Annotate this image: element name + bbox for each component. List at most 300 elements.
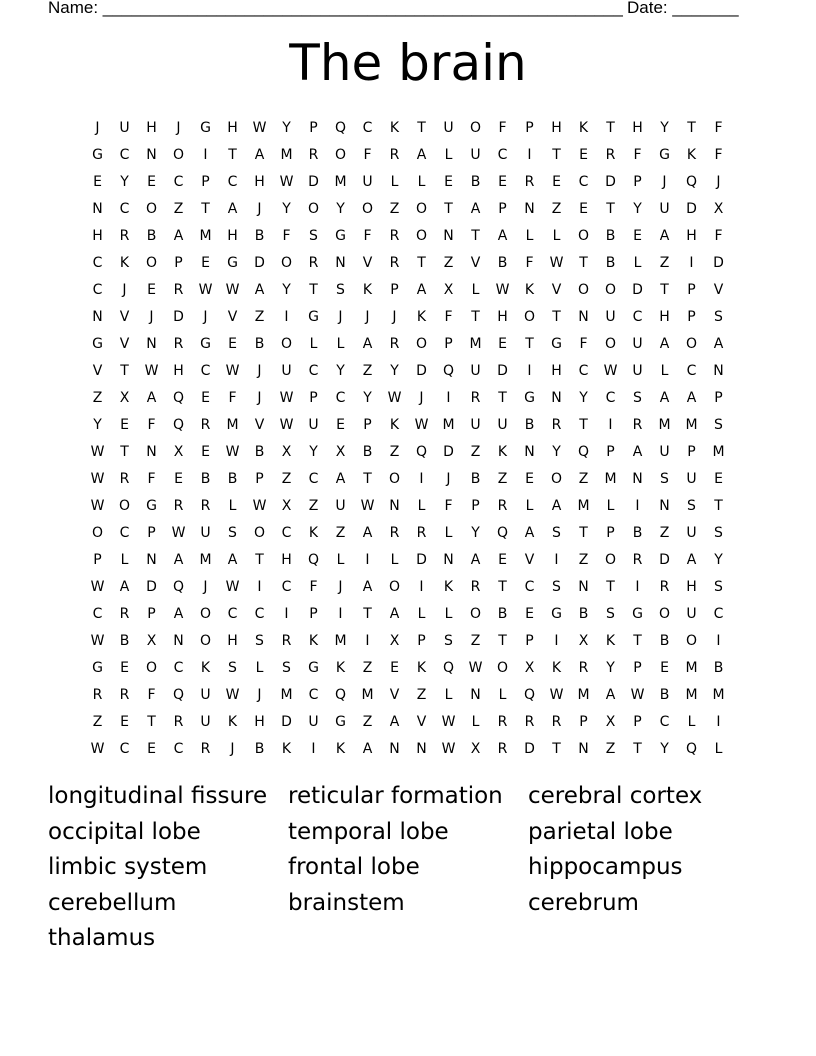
grid-letter: D: [605, 173, 616, 190]
grid-row: [84, 330, 732, 357]
grid-letter: A: [362, 524, 373, 541]
grid-letter: C: [200, 362, 211, 379]
grid-letter: H: [146, 119, 157, 136]
word-bank-item: cerebral cortex: [528, 783, 703, 809]
grid-letter: D: [497, 362, 508, 379]
grid-letter: M: [685, 416, 698, 433]
grid-letter: F: [309, 578, 318, 595]
grid-letter: N: [632, 470, 643, 487]
grid-letter: E: [633, 227, 642, 244]
grid-letter: U: [200, 713, 211, 730]
grid-letter: C: [92, 254, 103, 271]
grid-row: [84, 303, 732, 330]
grid-letter: M: [280, 146, 293, 163]
grid-letter: L: [390, 551, 399, 568]
grid-letter: P: [93, 551, 102, 568]
grid-letter: E: [714, 470, 723, 487]
grid-letter: Z: [605, 740, 616, 757]
grid-letter: T: [228, 146, 237, 163]
word-bank-item: cerebellum: [48, 889, 177, 916]
grid-letter: Q: [496, 524, 509, 541]
grid-letter: N: [578, 578, 589, 595]
grid-letter: G: [632, 605, 643, 622]
grid-letter: A: [551, 497, 562, 514]
grid-letter: U: [200, 686, 211, 703]
grid-letter: O: [118, 497, 131, 514]
grid-row: [84, 168, 732, 195]
grid-letter: A: [416, 281, 427, 298]
grid-letter: S: [228, 659, 237, 676]
grid-letter: T: [687, 119, 696, 136]
grid-letter: B: [713, 659, 724, 676]
grid-letter: G: [335, 713, 346, 730]
grid-letter: P: [498, 200, 507, 217]
grid-letter: J: [149, 308, 154, 325]
grid-letter: L: [498, 686, 507, 703]
grid-letter: P: [147, 605, 156, 622]
word-bank-item: cerebrum: [528, 889, 639, 916]
grid-letter: A: [686, 551, 697, 568]
grid-letter: U: [686, 470, 697, 487]
grid-letter: E: [147, 173, 156, 190]
grid-letter: S: [714, 524, 723, 541]
grid-letter: K: [227, 713, 238, 730]
grid-row: [84, 681, 732, 708]
grid-letter: T: [714, 497, 723, 514]
grid-letter: J: [338, 308, 343, 325]
grid-letter: A: [362, 578, 373, 595]
grid-letter: E: [147, 281, 156, 298]
grid-letter: W: [144, 362, 159, 379]
grid-letter: U: [281, 362, 292, 379]
grid-letter: S: [255, 632, 264, 649]
grid-letter: C: [173, 173, 184, 190]
grid-row: [84, 573, 732, 600]
grid-letter: O: [199, 605, 212, 622]
grid-letter: J: [122, 281, 127, 298]
grid-letter: V: [362, 254, 373, 271]
grid-letter: I: [365, 632, 370, 649]
grid-letter: C: [119, 740, 130, 757]
grid-letter: K: [524, 281, 535, 298]
grid-row: [84, 114, 732, 141]
grid-letter: E: [552, 173, 561, 190]
grid-letter: E: [498, 551, 507, 568]
grid-letter: Q: [172, 389, 185, 406]
grid-letter: C: [686, 362, 697, 379]
grid-letter: P: [471, 497, 480, 514]
grid-letter: E: [228, 335, 237, 352]
grid-letter: O: [334, 146, 347, 163]
grid-letter: A: [713, 335, 724, 352]
grid-letter: N: [443, 551, 454, 568]
grid-letter: D: [659, 551, 670, 568]
grid-letter: W: [90, 578, 105, 595]
grid-letter: C: [605, 389, 616, 406]
grid-letter: L: [228, 497, 237, 514]
grid-letter: A: [659, 227, 670, 244]
grid-letter: Q: [172, 686, 185, 703]
grid-letter: J: [257, 389, 262, 406]
grid-letter: V: [389, 686, 400, 703]
grid-row: [84, 600, 732, 627]
grid-letter: C: [632, 308, 643, 325]
grid-letter: I: [284, 308, 289, 325]
grid-letter: R: [200, 740, 211, 757]
grid-letter: Q: [172, 416, 185, 433]
grid-letter: C: [578, 173, 589, 190]
grid-letter: I: [554, 551, 559, 568]
grid-letter: M: [442, 416, 455, 433]
grid-letter: I: [716, 632, 721, 649]
grid-letter: S: [444, 632, 453, 649]
grid-letter: P: [633, 173, 642, 190]
grid-letter: R: [605, 146, 616, 163]
word-bank-item: occipital lobe: [48, 818, 201, 845]
grid-letter: T: [417, 254, 426, 271]
grid-letter: P: [201, 173, 210, 190]
grid-letter: C: [578, 362, 589, 379]
grid-letter: X: [335, 443, 346, 460]
grid-letter: N: [551, 389, 562, 406]
grid-letter: G: [524, 389, 535, 406]
grid-letter: U: [308, 416, 319, 433]
grid-row: [84, 222, 732, 249]
grid-letter: A: [254, 281, 265, 298]
grid-letter: Z: [443, 254, 454, 271]
grid-row: [84, 627, 732, 654]
grid-letter: Y: [660, 740, 669, 757]
grid-letter: G: [200, 119, 211, 136]
grid-letter: J: [95, 119, 100, 136]
grid-letter: C: [92, 281, 103, 298]
word-bank-item: temporal lobe: [288, 818, 449, 845]
grid-letter: Q: [442, 362, 455, 379]
grid-letter: A: [389, 605, 400, 622]
grid-letter: W: [225, 281, 240, 298]
grid-letter: Z: [92, 389, 103, 406]
grid-letter: M: [577, 686, 590, 703]
grid-letter: T: [498, 389, 507, 406]
grid-letter: V: [551, 281, 562, 298]
grid-letter: D: [146, 578, 157, 595]
grid-letter: T: [363, 605, 372, 622]
grid-row: [84, 195, 732, 222]
grid-letter: T: [552, 740, 561, 757]
grid-letter: D: [443, 443, 454, 460]
grid-letter: F: [714, 146, 723, 163]
grid-row: [84, 411, 732, 438]
grid-letter: R: [389, 335, 400, 352]
grid-letter: B: [470, 173, 481, 190]
grid-letter: P: [525, 632, 534, 649]
grid-letter: A: [659, 389, 670, 406]
grid-letter: O: [685, 632, 698, 649]
grid-letter: Y: [336, 362, 345, 379]
grid-letter: I: [527, 362, 532, 379]
grid-letter: X: [281, 443, 292, 460]
grid-letter: H: [227, 227, 238, 244]
grid-letter: E: [525, 605, 534, 622]
grid-letter: I: [554, 632, 559, 649]
grid-letter: A: [416, 146, 427, 163]
grid-letter: R: [551, 713, 562, 730]
grid-letter: G: [200, 335, 211, 352]
grid-letter: J: [365, 308, 370, 325]
grid-row: [84, 546, 732, 573]
grid-letter: R: [281, 632, 292, 649]
grid-letter: J: [446, 470, 451, 487]
grid-letter: P: [633, 713, 642, 730]
grid-letter: G: [308, 659, 319, 676]
grid-letter: A: [335, 470, 346, 487]
grid-letter: M: [712, 686, 725, 703]
grid-letter: R: [578, 659, 589, 676]
grid-letter: F: [579, 335, 588, 352]
grid-letter: K: [308, 632, 319, 649]
grid-letter: R: [308, 254, 319, 271]
grid-letter: T: [579, 416, 588, 433]
grid-letter: P: [633, 659, 642, 676]
grid-letter: Z: [92, 713, 103, 730]
grid-letter: P: [687, 281, 696, 298]
grid-letter: L: [120, 551, 129, 568]
grid-letter: P: [255, 470, 264, 487]
grid-letter: G: [92, 335, 103, 352]
grid-letter: L: [525, 497, 534, 514]
grid-letter: W: [279, 416, 294, 433]
grid-letter: C: [281, 524, 292, 541]
grid-letter: C: [659, 713, 670, 730]
grid-letter: C: [713, 605, 724, 622]
grid-letter: C: [524, 578, 535, 595]
grid-row: [84, 654, 732, 681]
grid-letter: W: [441, 740, 456, 757]
grid-letter: W: [279, 173, 294, 190]
grid-letter: C: [254, 605, 265, 622]
grid-letter: C: [119, 200, 130, 217]
grid-letter: Z: [362, 713, 373, 730]
grid-letter: W: [225, 578, 240, 595]
grid-letter: S: [714, 416, 723, 433]
word-bank-item: longitudinal fissure: [48, 783, 268, 809]
grid-letter: L: [417, 173, 426, 190]
grid-letter: Z: [173, 200, 184, 217]
grid-letter: O: [496, 659, 509, 676]
grid-letter: T: [633, 740, 642, 757]
grid-letter: D: [416, 362, 427, 379]
grid-letter: W: [225, 362, 240, 379]
grid-letter: S: [552, 524, 561, 541]
grid-letter: M: [658, 416, 671, 433]
grid-letter: R: [659, 578, 670, 595]
word-bank-item: frontal lobe: [288, 854, 420, 880]
grid-letter: A: [497, 227, 508, 244]
grid-letter: B: [254, 227, 265, 244]
grid-letter: R: [497, 497, 508, 514]
grid-letter: P: [309, 119, 318, 136]
grid-letter: M: [712, 443, 725, 460]
grid-letter: Z: [389, 443, 400, 460]
grid-letter: K: [551, 659, 562, 676]
grid-letter: L: [687, 713, 696, 730]
grid-letter: B: [497, 254, 508, 271]
grid-letter: O: [658, 605, 671, 622]
grid-row: [84, 492, 732, 519]
grid-letter: I: [716, 713, 721, 730]
grid-letter: G: [551, 605, 562, 622]
grid-letter: W: [360, 497, 375, 514]
grid-letter: C: [308, 470, 319, 487]
grid-letter: W: [387, 389, 402, 406]
grid-letter: Y: [390, 362, 399, 379]
grid-letter: R: [173, 281, 184, 298]
grid-letter: X: [605, 713, 616, 730]
grid-letter: R: [497, 740, 508, 757]
grid-letter: G: [659, 146, 670, 163]
grid-letter: E: [525, 470, 534, 487]
grid-letter: Y: [309, 443, 318, 460]
grid-letter: E: [120, 713, 129, 730]
grid-letter: C: [308, 362, 319, 379]
grid-row: [84, 465, 732, 492]
grid-letter: M: [685, 659, 698, 676]
grid-letter: T: [579, 524, 588, 541]
grid-letter: Y: [714, 551, 723, 568]
grid-letter: G: [92, 146, 103, 163]
grid-letter: A: [227, 551, 238, 568]
grid-letter: B: [254, 740, 265, 757]
grid-letter: B: [605, 254, 616, 271]
grid-letter: J: [257, 686, 262, 703]
grid-letter: T: [417, 119, 426, 136]
grid-letter: K: [281, 740, 292, 757]
grid-letter: S: [714, 578, 723, 595]
grid-letter: G: [227, 254, 238, 271]
grid-letter: P: [714, 389, 723, 406]
grid-letter: R: [389, 254, 400, 271]
grid-letter: A: [119, 578, 130, 595]
grid-letter: K: [416, 308, 427, 325]
grid-letter: X: [443, 281, 454, 298]
grid-letter: M: [361, 686, 374, 703]
grid-letter: W: [549, 686, 564, 703]
grid-letter: F: [282, 227, 291, 244]
grid-letter: V: [713, 281, 724, 298]
grid-letter: A: [227, 200, 238, 217]
grid-letter: D: [308, 173, 319, 190]
grid-letter: C: [119, 524, 130, 541]
grid-letter: L: [336, 551, 345, 568]
grid-letter: R: [119, 470, 130, 487]
grid-letter: A: [362, 740, 373, 757]
grid-letter: H: [173, 362, 184, 379]
grid-letter: Z: [578, 470, 589, 487]
grid-letter: J: [662, 173, 667, 190]
grid-letter: X: [389, 632, 400, 649]
grid-letter: O: [523, 308, 536, 325]
grid-letter: W: [630, 686, 645, 703]
grid-letter: R: [389, 524, 400, 541]
grid-letter: S: [552, 578, 561, 595]
grid-letter: W: [90, 470, 105, 487]
grid-letter: W: [90, 497, 105, 514]
grid-letter: U: [632, 362, 643, 379]
grid-letter: X: [119, 389, 130, 406]
grid-letter: O: [91, 524, 104, 541]
grid-letter: G: [335, 227, 346, 244]
grid-letter: I: [527, 146, 532, 163]
grid-letter: T: [498, 578, 507, 595]
grid-letter: Z: [254, 308, 265, 325]
grid-letter: Q: [685, 173, 698, 190]
grid-letter: B: [227, 470, 238, 487]
grid-letter: J: [176, 119, 181, 136]
grid-letter: M: [604, 470, 617, 487]
grid-letter: W: [225, 686, 240, 703]
grid-letter: O: [550, 470, 563, 487]
grid-letter: P: [417, 632, 426, 649]
grid-letter: I: [284, 605, 289, 622]
grid-letter: L: [444, 146, 453, 163]
grid-letter: T: [579, 254, 588, 271]
grid-letter: S: [282, 659, 291, 676]
grid-letter: B: [524, 416, 535, 433]
grid-letter: Y: [606, 659, 615, 676]
grid-letter: H: [686, 227, 697, 244]
grid-letter: O: [172, 146, 185, 163]
grid-letter: M: [280, 686, 293, 703]
grid-letter: O: [469, 605, 482, 622]
grid-letter: N: [146, 146, 157, 163]
grid-row: [84, 276, 732, 303]
grid-letter: J: [392, 308, 397, 325]
grid-letter: D: [173, 308, 184, 325]
grid-letter: E: [174, 470, 183, 487]
grid-letter: O: [145, 659, 158, 676]
grid-letter: X: [173, 443, 184, 460]
word-search-grid: [84, 114, 732, 762]
grid-letter: Y: [579, 389, 588, 406]
grid-letter: C: [362, 119, 373, 136]
grid-letter: N: [146, 443, 157, 460]
grid-letter: P: [309, 605, 318, 622]
grid-letter: H: [254, 713, 265, 730]
grid-letter: R: [119, 605, 130, 622]
grid-letter: M: [199, 551, 212, 568]
grid-letter: F: [147, 416, 156, 433]
grid-letter: T: [552, 146, 561, 163]
grid-letter: C: [227, 605, 238, 622]
grid-letter: S: [606, 605, 615, 622]
grid-letter: N: [524, 200, 535, 217]
grid-letter: W: [90, 632, 105, 649]
grid-letter: W: [252, 119, 267, 136]
grid-letter: U: [686, 524, 697, 541]
grid-letter: X: [281, 497, 292, 514]
grid-letter: J: [338, 578, 343, 595]
grid-letter: P: [444, 335, 453, 352]
grid-letter: H: [551, 362, 562, 379]
grid-letter: A: [146, 389, 157, 406]
grid-letter: T: [120, 443, 129, 460]
grid-letter: B: [659, 632, 670, 649]
grid-letter: V: [119, 308, 130, 325]
grid-letter: Q: [307, 551, 320, 568]
grid-letter: A: [686, 389, 697, 406]
grid-letter: F: [633, 146, 642, 163]
grid-letter: Z: [335, 524, 346, 541]
